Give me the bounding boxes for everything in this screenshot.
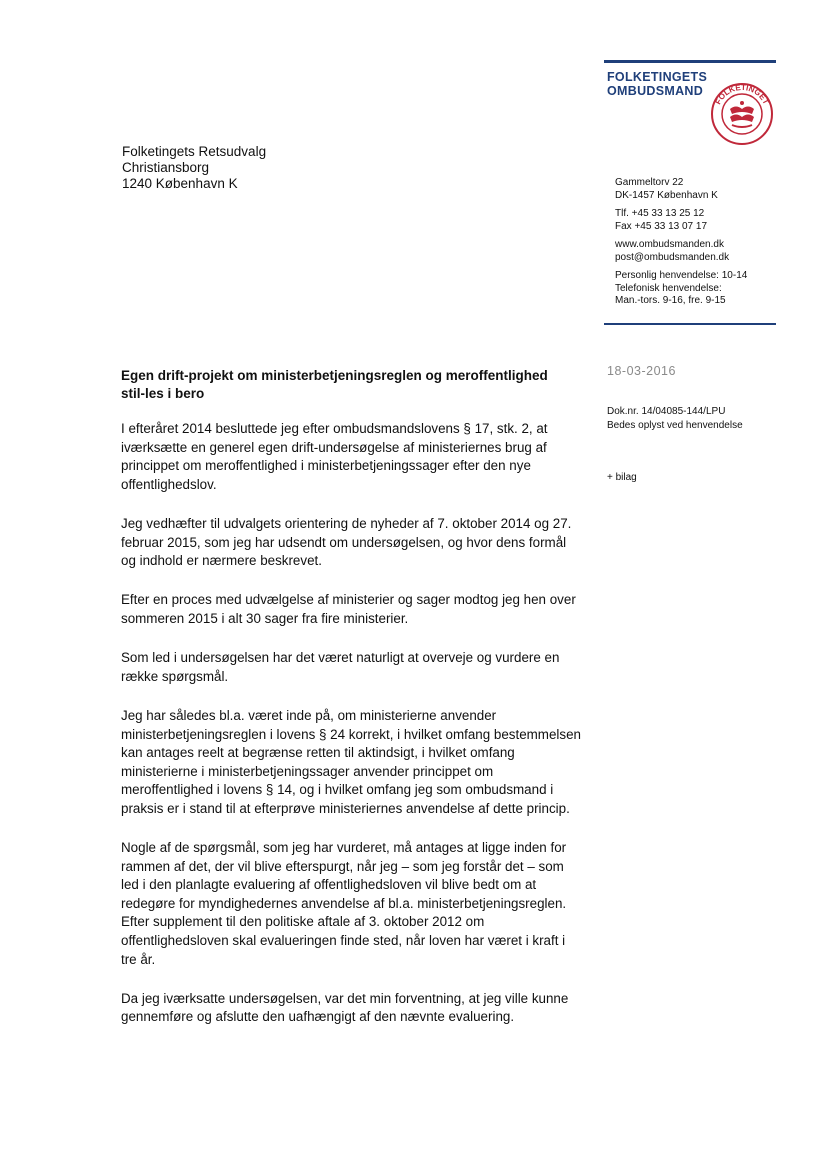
body-paragraph-3: Efter en proces med udvælgelse af ministerier og sager modtog jeg hen over sommeren 2015 i alt 30 sager fra fire ministerier. (121, 592, 576, 626)
letter-body (121, 420, 583, 1048)
contact-hours (615, 270, 747, 308)
contact-phone-hours: Man.-tors. 9-16, fre. 9-15 (615, 295, 726, 306)
contact-fax: Fax +45 33 13 07 17 (615, 220, 708, 232)
contact-address-line2: DK-1457 København K (615, 189, 718, 201)
contact-email-link[interactable]: post@ombudsmanden.dk (615, 251, 730, 263)
body-paragraph-7: Da jeg iværksatte undersøgelsen, var det min forventning, at jeg ville kunne gennemføre og afslutte den uafhængigt af den nævnte evaluering. (121, 990, 569, 1025)
contact-phone-fax (615, 208, 747, 233)
body-paragraph-2: Jeg vedhæfter til udvalgets orientering de nyheder af 7. oktober 2014 og 27. februar 2015, som jeg har udsendt om undersøgelsen, og hvor dens formål og indhold er nærmere beskrevet. (121, 515, 572, 569)
contact-personal-hours: Personlig henvendelse: 10-14 (615, 270, 748, 281)
letter-date: 18-03-2016 (607, 364, 676, 378)
header-rule-bottom (604, 323, 776, 325)
contact-address (615, 177, 747, 202)
contact-phone: Tlf. +45 33 13 25 12 (615, 208, 705, 219)
letter-subject: Egen drift-projekt om ministerbetjeningsreglen og meroffentlighed stil-les i bero (121, 368, 548, 401)
body-paragraph-4: Som led i undersøgelsen har det været naturligt at overveje og vurdere en række spørgsmål. (121, 650, 560, 684)
recipient-line3: 1240 København K (122, 176, 238, 191)
contact-website-link[interactable]: www.ombudsmanden.dk (615, 239, 724, 250)
recipient-address (122, 144, 266, 192)
recipient-line1: Folketingets Retsudvalg (122, 144, 267, 159)
body-paragraph-1: I efteråret 2014 besluttede jeg efter ombudsmandslovens § 17, stk. 2, at iværksætte en generel egen drift-undersøgelse af ministeriernes brug af princippet om meroffentlighed i ministerbetjeningssager efter den nye offentlighedslov. (121, 421, 548, 492)
contact-online (615, 239, 747, 264)
contact-phone-hours-label: Telefonisk henvendelse: (615, 282, 722, 294)
recipient-line2: Christiansborg (122, 160, 210, 175)
body-paragraph-5: Jeg har således bl.a. været inde på, om ministerierne anvender ministerbetjeningsreglen i lovens § 24 korrekt, i hvilket omfang bestemmelsen kan antages reelt at begrænse retten til aktindsigt, i hvilket omfang ministerierne i ministerbetjeningssager anvender princippet om meroffentlighed i lovens § 14, og i hvilket omfang jeg som ombudsmand i praksis er i stand til at efterprøve ministeriernes anvendelse af dette princip. (121, 707, 581, 816)
org-name-line1: FOLKETINGETS (607, 70, 708, 84)
org-name (607, 70, 707, 98)
contact-address-line1: Gammeltorv 22 (615, 177, 684, 188)
org-name-line2: OMBUDSMAND (607, 84, 704, 98)
svg-text:FOLKETINGET: FOLKETINGET (713, 82, 771, 106)
header-rule-top (604, 60, 776, 63)
attachment-note: + bilag (607, 472, 637, 483)
body-paragraph-6: Nogle af de spørgsmål, som jeg har vurderet, må antages at ligge inden for rammen af det, der vil blive efterspurgt, når jeg – som jeg forstår det – som led i den planlagte evaluering af offentlighedsloven vil blive bedt om at redegøre for myndighedernes anvendelse af bl.a. ministerbetjeningsreglen. Efter supplement til den politiske aftale af 3. oktober 2012 om offentlighedsloven skal evalueringen finde sted, når loven har været i kraft i tre år. (121, 840, 567, 967)
sender-contact-block (615, 177, 747, 314)
document-number-note: Bedes oplyst ved henvendelse (607, 420, 743, 431)
document-reference (607, 405, 743, 433)
document-number: Dok.nr. 14/04085-144/LPU (607, 406, 726, 417)
ombudsman-seal-logo (710, 82, 774, 146)
